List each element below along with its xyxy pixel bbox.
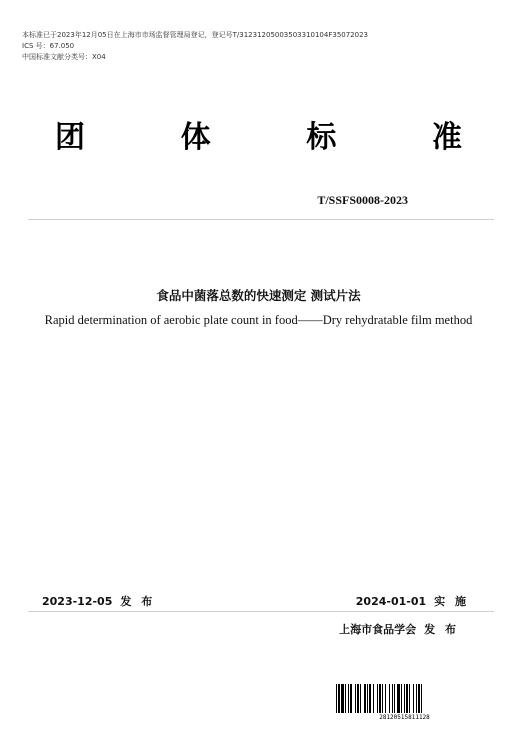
publisher <box>339 621 459 637</box>
heading-char-4: 准 <box>431 120 462 155</box>
publisher-label: 发 布 <box>424 623 459 636</box>
chinese-title: 食品中菌落总数的快速测定 测试片法 <box>156 288 361 303</box>
implement-label: 实 施 <box>434 595 469 608</box>
english-title: Rapid determination of aerobic plate count in food——Dry rehydratable film method <box>44 313 473 327</box>
barcode-bars <box>336 684 473 713</box>
heading-char-2: 体 <box>180 120 211 155</box>
top-divider <box>28 219 494 220</box>
registration-note: 本标准已于2023年12月05日在上海市市场监督管理局登记，登记号T/31231205003503310104F35072023 <box>22 31 368 39</box>
implement-info <box>356 593 469 609</box>
standard-number: T/SSFS0008-2023 <box>317 193 408 207</box>
implement-date: 2024-01-01 <box>355 595 427 608</box>
ics-number: ICS 号：67.050 <box>22 42 75 50</box>
document-type-heading <box>40 112 477 156</box>
issue-date: 2023-12-05 <box>42 595 113 608</box>
barcode <box>336 684 473 724</box>
heading-char-3: 标 <box>306 120 337 155</box>
publisher-name: 上海市食品学会 <box>339 623 417 636</box>
bottom-divider <box>28 611 494 612</box>
ccs-number: 中国标准文献分类号：X04 <box>22 53 106 61</box>
issue-label: 发 布 <box>120 595 156 608</box>
issue-info <box>42 593 155 609</box>
heading-char-1: 团 <box>55 120 85 155</box>
barcode-number: 28120515811128 <box>379 714 430 721</box>
